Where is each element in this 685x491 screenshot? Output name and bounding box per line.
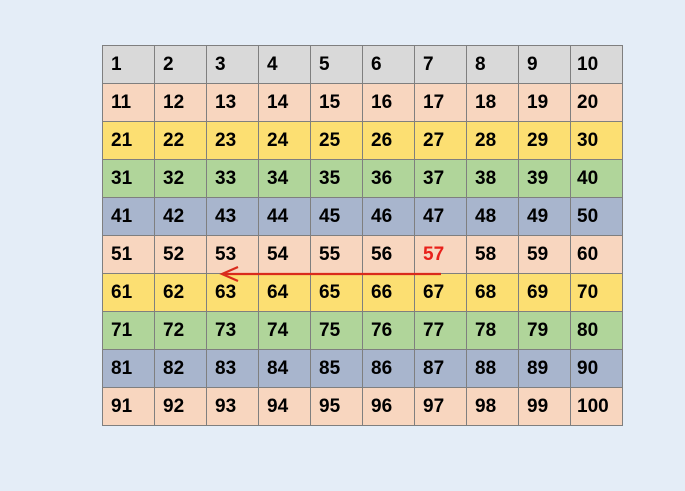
chart-cell[interactable]: 67 [415, 274, 467, 312]
chart-cell[interactable]: 75 [311, 312, 363, 350]
chart-cell[interactable]: 7 [415, 46, 467, 84]
chart-cell[interactable]: 19 [519, 84, 571, 122]
chart-cell[interactable]: 20 [571, 84, 623, 122]
chart-cell[interactable]: 34 [259, 160, 311, 198]
chart-cell[interactable]: 87 [415, 350, 467, 388]
chart-cell[interactable]: 47 [415, 198, 467, 236]
chart-cell[interactable]: 55 [311, 236, 363, 274]
chart-cell[interactable]: 12 [155, 84, 207, 122]
chart-cell[interactable]: 26 [363, 122, 415, 160]
chart-cell[interactable]: 68 [467, 274, 519, 312]
chart-cell[interactable]: 46 [363, 198, 415, 236]
chart-cell[interactable]: 70 [571, 274, 623, 312]
chart-cell[interactable]: 30 [571, 122, 623, 160]
chart-row [103, 274, 623, 312]
chart-cell[interactable]: 83 [207, 350, 259, 388]
chart-cell[interactable]: 50 [571, 198, 623, 236]
chart-cell[interactable]: 81 [103, 350, 155, 388]
chart-cell[interactable]: 79 [519, 312, 571, 350]
chart-row [103, 84, 623, 122]
hundred-chart-body [103, 46, 623, 426]
chart-cell[interactable]: 29 [519, 122, 571, 160]
chart-cell[interactable]: 44 [259, 198, 311, 236]
chart-cell[interactable]: 36 [363, 160, 415, 198]
chart-cell[interactable]: 38 [467, 160, 519, 198]
chart-cell[interactable]: 61 [103, 274, 155, 312]
chart-cell-highlighted[interactable]: 57 [415, 236, 467, 274]
chart-cell[interactable]: 62 [155, 274, 207, 312]
chart-cell[interactable]: 32 [155, 160, 207, 198]
chart-row [103, 198, 623, 236]
chart-row [103, 236, 623, 274]
chart-cell[interactable]: 65 [311, 274, 363, 312]
chart-cell[interactable]: 76 [363, 312, 415, 350]
chart-cell[interactable]: 49 [519, 198, 571, 236]
chart-cell[interactable]: 63 [207, 274, 259, 312]
chart-cell[interactable]: 96 [363, 388, 415, 426]
chart-cell[interactable]: 45 [311, 198, 363, 236]
chart-cell[interactable]: 77 [415, 312, 467, 350]
chart-cell[interactable]: 15 [311, 84, 363, 122]
chart-cell[interactable]: 100 [571, 388, 623, 426]
chart-cell[interactable]: 25 [311, 122, 363, 160]
chart-cell[interactable]: 82 [155, 350, 207, 388]
chart-cell[interactable]: 69 [519, 274, 571, 312]
chart-cell[interactable]: 43 [207, 198, 259, 236]
chart-cell[interactable]: 60 [571, 236, 623, 274]
chart-cell[interactable]: 9 [519, 46, 571, 84]
chart-row [103, 350, 623, 388]
chart-cell[interactable]: 27 [415, 122, 467, 160]
chart-cell[interactable]: 6 [363, 46, 415, 84]
chart-cell[interactable]: 64 [259, 274, 311, 312]
chart-cell[interactable]: 1 [103, 46, 155, 84]
chart-cell[interactable]: 86 [363, 350, 415, 388]
chart-cell[interactable]: 3 [207, 46, 259, 84]
chart-cell[interactable]: 78 [467, 312, 519, 350]
chart-cell[interactable]: 84 [259, 350, 311, 388]
chart-cell[interactable]: 89 [519, 350, 571, 388]
chart-cell[interactable]: 17 [415, 84, 467, 122]
chart-cell[interactable]: 92 [155, 388, 207, 426]
chart-cell[interactable]: 74 [259, 312, 311, 350]
chart-cell[interactable]: 11 [103, 84, 155, 122]
chart-row [103, 46, 623, 84]
chart-cell[interactable]: 28 [467, 122, 519, 160]
chart-cell[interactable]: 71 [103, 312, 155, 350]
chart-cell[interactable]: 95 [311, 388, 363, 426]
chart-cell[interactable]: 66 [363, 274, 415, 312]
chart-cell[interactable]: 2 [155, 46, 207, 84]
chart-cell[interactable]: 91 [103, 388, 155, 426]
chart-cell[interactable]: 8 [467, 46, 519, 84]
chart-cell[interactable]: 10 [571, 46, 623, 84]
chart-cell[interactable]: 85 [311, 350, 363, 388]
chart-cell[interactable]: 94 [259, 388, 311, 426]
chart-cell[interactable]: 93 [207, 388, 259, 426]
chart-cell[interactable]: 16 [363, 84, 415, 122]
chart-cell[interactable]: 31 [103, 160, 155, 198]
chart-cell[interactable]: 21 [103, 122, 155, 160]
chart-cell[interactable]: 39 [519, 160, 571, 198]
chart-cell[interactable]: 35 [311, 160, 363, 198]
chart-cell[interactable]: 24 [259, 122, 311, 160]
chart-cell[interactable]: 13 [207, 84, 259, 122]
chart-cell[interactable]: 53 [207, 236, 259, 274]
chart-cell[interactable]: 48 [467, 198, 519, 236]
chart-row [103, 388, 623, 426]
chart-cell[interactable]: 52 [155, 236, 207, 274]
chart-row [103, 312, 623, 350]
chart-cell[interactable]: 73 [207, 312, 259, 350]
chart-cell[interactable]: 22 [155, 122, 207, 160]
chart-cell[interactable]: 88 [467, 350, 519, 388]
chart-cell[interactable]: 51 [103, 236, 155, 274]
chart-cell[interactable]: 72 [155, 312, 207, 350]
chart-cell[interactable]: 58 [467, 236, 519, 274]
hundred-chart [102, 45, 623, 426]
chart-cell[interactable]: 40 [571, 160, 623, 198]
chart-cell[interactable]: 23 [207, 122, 259, 160]
chart-cell[interactable]: 4 [259, 46, 311, 84]
chart-row [103, 160, 623, 198]
chart-cell[interactable]: 33 [207, 160, 259, 198]
chart-cell[interactable]: 41 [103, 198, 155, 236]
chart-cell[interactable]: 42 [155, 198, 207, 236]
chart-cell[interactable]: 54 [259, 236, 311, 274]
chart-cell[interactable]: 56 [363, 236, 415, 274]
chart-cell[interactable]: 98 [467, 388, 519, 426]
chart-row [103, 122, 623, 160]
chart-cell[interactable]: 90 [571, 350, 623, 388]
chart-cell[interactable]: 97 [415, 388, 467, 426]
chart-cell[interactable]: 80 [571, 312, 623, 350]
chart-cell[interactable]: 59 [519, 236, 571, 274]
chart-cell[interactable]: 5 [311, 46, 363, 84]
chart-cell[interactable]: 14 [259, 84, 311, 122]
chart-cell[interactable]: 18 [467, 84, 519, 122]
chart-cell[interactable]: 99 [519, 388, 571, 426]
chart-cell[interactable]: 37 [415, 160, 467, 198]
